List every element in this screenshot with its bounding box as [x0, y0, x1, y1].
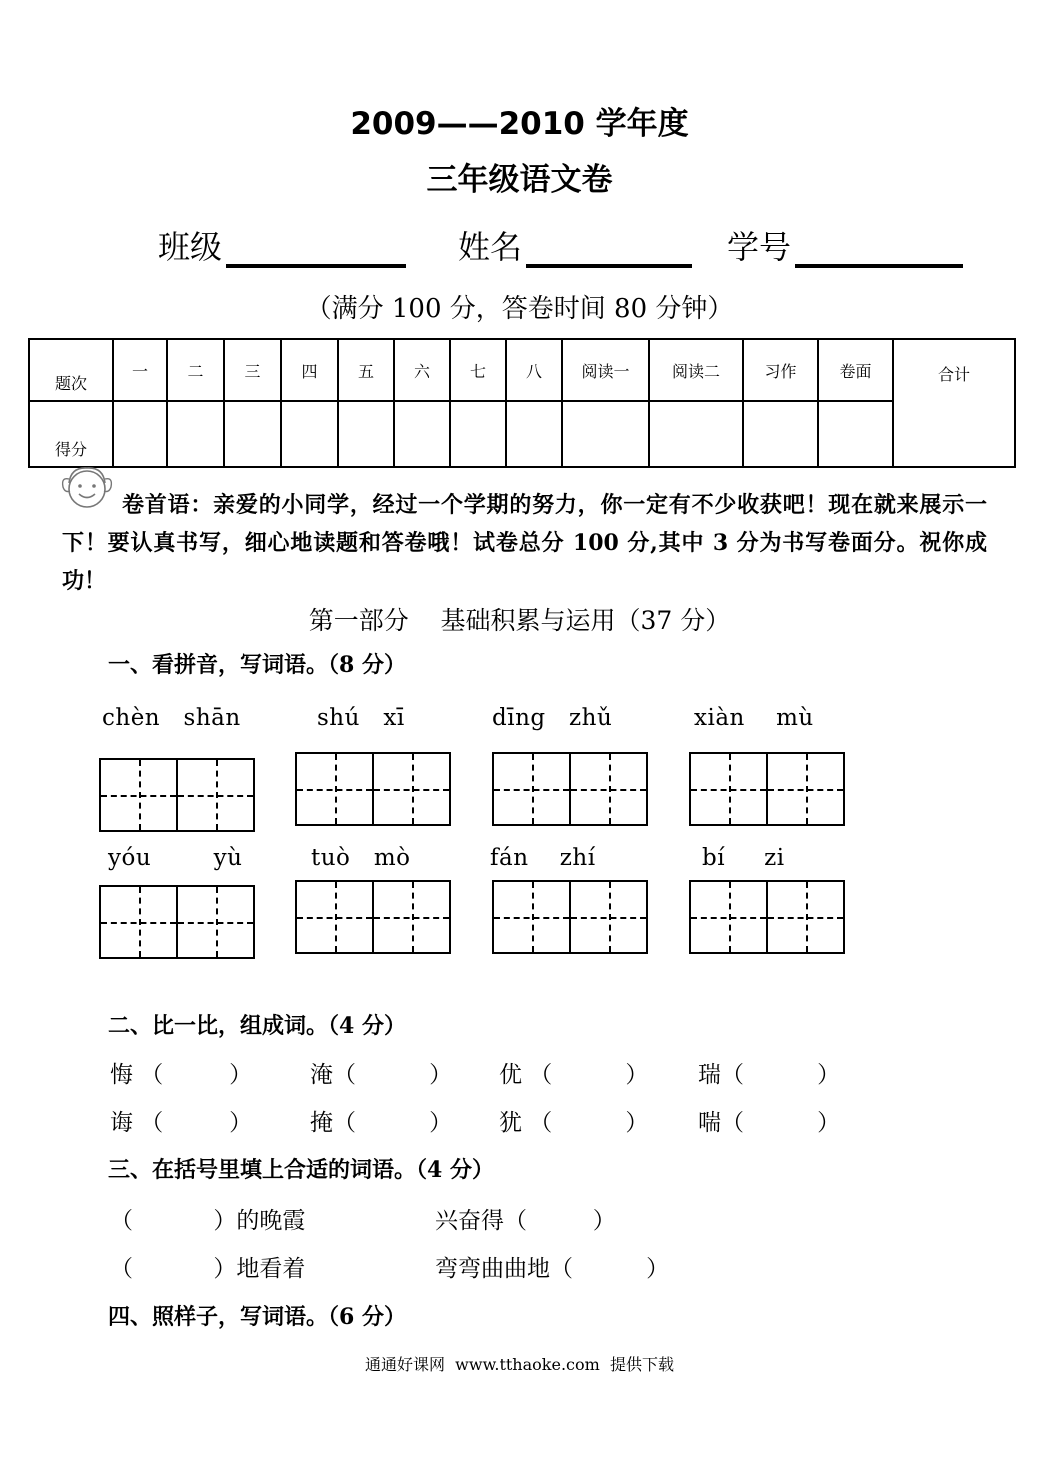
col-header: 习作 — [743, 339, 818, 401]
character-grid[interactable] — [99, 885, 255, 959]
question-2-title: 二、比一比，组成词。（4 分） — [108, 1013, 406, 1039]
fill-blank-item[interactable]: （ ）地看着 — [110, 1256, 306, 1282]
score-cell[interactable] — [394, 401, 450, 467]
col-header: 七 — [450, 339, 506, 401]
student-id-label: 学号 — [727, 228, 792, 266]
col-header: 二 — [167, 339, 224, 401]
score-cell[interactable] — [113, 401, 167, 467]
word-compare-item[interactable]: 瑞（ ） — [698, 1062, 841, 1088]
class-label: 班级 — [158, 228, 223, 266]
col-header: 一 — [113, 339, 167, 401]
part-one-heading: 第一部分 基础积累与运用（37 分） — [308, 606, 731, 635]
word-compare-item[interactable]: 犹 （ ） — [499, 1110, 649, 1136]
question-4-title: 四、照样子，写词语。（6 分） — [108, 1304, 406, 1330]
score-cell[interactable] — [167, 401, 224, 467]
score-cell[interactable] — [281, 401, 338, 467]
score-cell[interactable] — [338, 401, 394, 467]
fill-blank-item[interactable]: （ ）的晚霞 — [110, 1208, 306, 1234]
col-header: 五 — [338, 339, 394, 401]
pinyin-label: chèn shān — [102, 705, 241, 731]
pinyin-label: shú xī — [317, 705, 405, 731]
pinyin-label: tuò mò — [311, 845, 411, 871]
character-grid[interactable] — [99, 758, 255, 832]
character-grid[interactable] — [689, 752, 845, 826]
score-cell[interactable] — [562, 401, 649, 467]
score-cell[interactable] — [450, 401, 506, 467]
word-compare-item[interactable]: 掩（ ） — [310, 1110, 453, 1136]
word-compare-item[interactable]: 优 （ ） — [499, 1062, 649, 1088]
score-cell[interactable] — [224, 401, 281, 467]
exam-year-title: 2009——2010 学年度 — [350, 106, 689, 142]
score-table — [28, 338, 1016, 468]
row-label-score: 得分 — [29, 401, 113, 467]
total-header: 合计 — [893, 339, 1015, 467]
pinyin-label: bí zi — [702, 845, 785, 871]
character-grid[interactable] — [689, 880, 845, 954]
score-cell[interactable] — [818, 401, 893, 467]
word-compare-item[interactable]: 喘（ ） — [698, 1110, 841, 1136]
col-header: 阅读一 — [562, 339, 649, 401]
character-grid[interactable] — [295, 752, 451, 826]
character-grid[interactable] — [492, 752, 648, 826]
question-1-title: 一、看拼音，写词语。（8 分） — [108, 652, 406, 678]
intro-text: 卷首语：亲爱的小同学，经过一个学期的努力，你一定有不少收获吧！现在就来展示一下！要认真书写，细心地读题和答卷哦！试卷总分 100 分,其中 3 分为书写卷面分。祝你成功！ — [62, 492, 987, 594]
col-header: 卷面 — [818, 339, 893, 401]
col-header: 八 — [506, 339, 562, 401]
class-blank[interactable] — [226, 228, 406, 268]
question-3-title: 三、在括号里填上合适的词语。（4 分） — [108, 1157, 494, 1183]
score-cell[interactable] — [649, 401, 743, 467]
full-mark-note: （满分 100 分，答卷时间 80 分钟） — [305, 294, 734, 324]
pinyin-label: dīng zhǔ — [492, 705, 613, 731]
name-field[interactable] — [458, 222, 692, 268]
word-compare-item[interactable]: 淹（ ） — [310, 1062, 453, 1088]
col-header: 六 — [394, 339, 450, 401]
footer-credit: 通通好课网 www.tthaoke.com 提供下载 — [365, 1355, 674, 1374]
student-id-field[interactable] — [727, 222, 963, 268]
col-header: 三 — [224, 339, 281, 401]
exam-subject-title: 三年级语文卷 — [426, 162, 613, 198]
pinyin-label: fán zhí — [490, 845, 596, 871]
name-blank[interactable] — [526, 228, 692, 268]
score-cell[interactable] — [506, 401, 562, 467]
fill-blank-item[interactable]: 兴奋得（ ） — [435, 1208, 616, 1234]
character-grid[interactable] — [492, 880, 648, 954]
student-id-blank[interactable] — [795, 228, 963, 268]
name-label: 姓名 — [458, 228, 523, 266]
pinyin-label: xiàn mù — [694, 705, 814, 731]
row-label-question: 题次 — [29, 339, 113, 401]
fill-blank-item[interactable]: 弯弯曲曲地（ ） — [435, 1256, 670, 1282]
word-compare-item[interactable]: 诲 （ ） — [110, 1110, 253, 1136]
score-cell[interactable] — [743, 401, 818, 467]
word-compare-item[interactable]: 悔 （ ） — [110, 1062, 253, 1088]
class-field[interactable] — [158, 222, 406, 268]
character-grid[interactable] — [295, 880, 451, 954]
col-header: 阅读二 — [649, 339, 743, 401]
pinyin-label: yóu yù — [108, 845, 243, 871]
col-header: 四 — [281, 339, 338, 401]
